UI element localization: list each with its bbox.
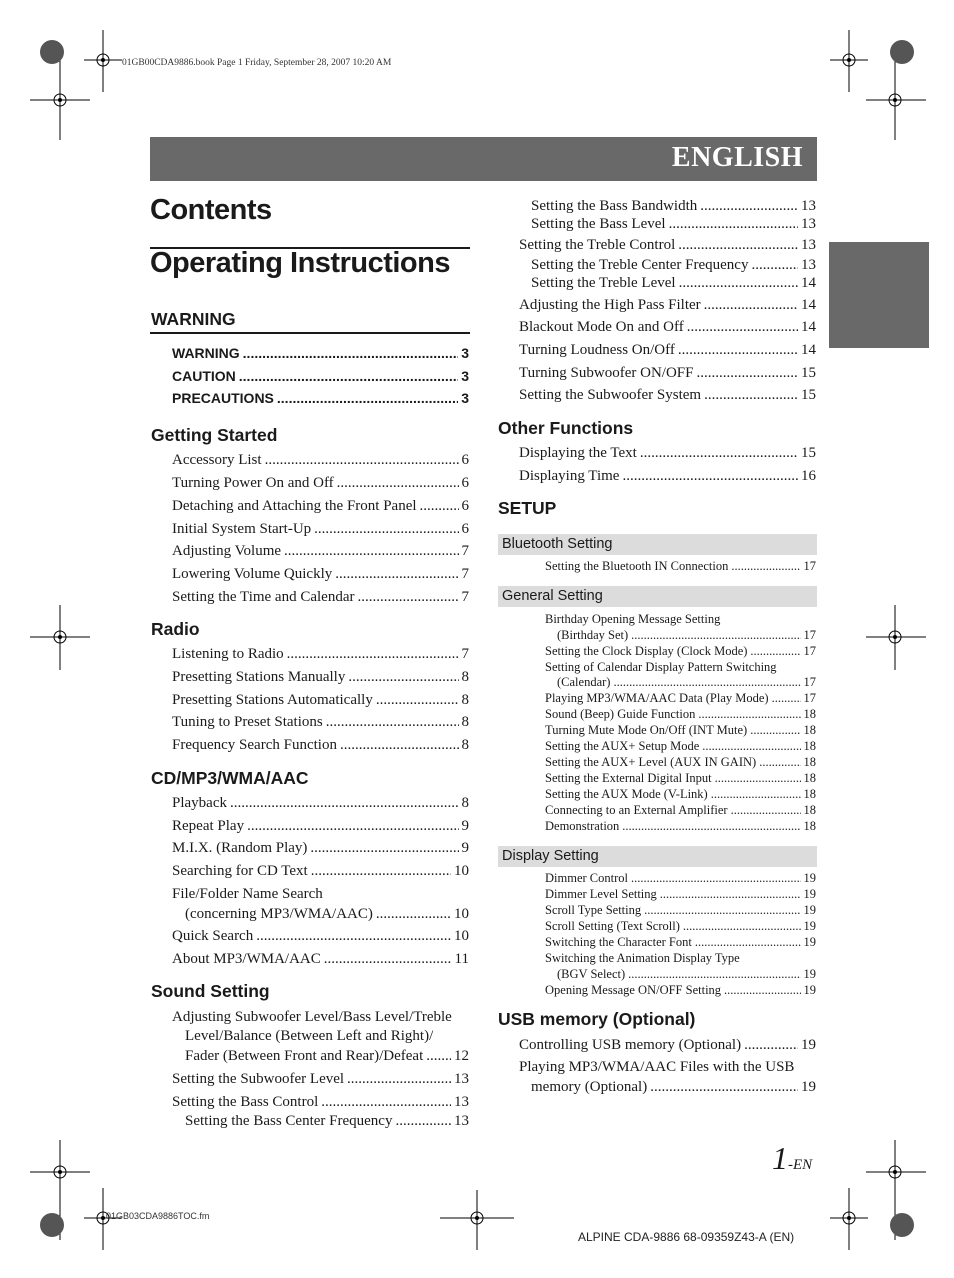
toc-entry[interactable]: Presetting Stations Automatically ..... 8	[172, 692, 469, 709]
toc-entry[interactable]: Listening to Radio ..... 7	[172, 646, 469, 663]
toc-entry[interactable]: Setting the External Digital Input ..... 18	[545, 771, 816, 786]
toc-entry[interactable]: Setting the AUX+ Level (AUX IN GAIN) ..... 18	[545, 755, 816, 770]
toc-entry[interactable]: Setting the Bluetooth IN Connection ..... 17	[545, 559, 816, 574]
toc-entry[interactable]: Setting the Treble Center Frequency ..... 13	[531, 257, 816, 274]
toc-entry[interactable]: Playback ..... 8	[172, 795, 469, 812]
toc-entry[interactable]: CAUTION ..... 3	[172, 368, 469, 384]
toc-entry-line[interactable]: Adjusting Subwoofer Level/Bass Level/Treble	[172, 1009, 452, 1025]
section-heading-setup: SETUP	[498, 498, 557, 518]
toc-entry[interactable]: PRECAUTIONS ..... 3	[172, 390, 469, 406]
toc-entry[interactable]: Setting the Subwoofer System ..... 15	[519, 387, 816, 404]
toc-entry[interactable]: Setting the Bass Control ..... 13	[172, 1094, 469, 1111]
section-heading-getting-started: Getting Started	[151, 425, 278, 445]
side-tab	[829, 242, 929, 348]
language-banner	[150, 137, 817, 181]
toc-entry[interactable]: Playing MP3/WMA/AAC Data (Play Mode) ..... 17	[545, 691, 816, 706]
section-heading-usb: USB memory (Optional)	[498, 1009, 696, 1029]
toc-entry[interactable]: (concerning MP3/WMA/AAC) ..... 10	[185, 906, 469, 923]
toc-entry[interactable]: Lowering Volume Quickly ..... 7	[172, 566, 469, 583]
toc-entry[interactable]: Adjusting the High Pass Filter ..... 14	[519, 297, 816, 314]
toc-entry[interactable]: Scroll Type Setting ..... 19	[545, 903, 816, 918]
toc-entry[interactable]: Presetting Stations Manually ..... 8	[172, 669, 469, 686]
warning-rule	[150, 332, 470, 334]
toc-entry[interactable]: WARNING ..... 3	[172, 345, 469, 361]
toc-entry-line[interactable]: Playing MP3/WMA/AAC Files with the USB	[519, 1059, 795, 1075]
language-label: ENGLISH	[671, 142, 803, 173]
toc-entry[interactable]: Displaying Time ..... 16	[519, 468, 816, 485]
toc-entry[interactable]: Connecting to an External Amplifier ..... 18	[545, 803, 816, 818]
toc-entry-line[interactable]: Switching the Animation Display Type	[545, 951, 740, 965]
print-header: 01GB00CDA9886.book Page 1 Friday, September 28, 2007 10:20 AM	[122, 58, 392, 68]
toc-entry[interactable]: Setting the Time and Calendar ..... 7	[172, 589, 469, 606]
section-heading-warning: WARNING	[151, 309, 236, 329]
toc-entry[interactable]: Detaching and Attaching the Front Panel ..... 6	[172, 498, 469, 515]
toc-entry[interactable]: Blackout Mode On and Off ..... 14	[519, 319, 816, 336]
toc-entry[interactable]: Sound (Beep) Guide Function ..... 18	[545, 707, 816, 722]
page-number-digit: 1	[772, 1140, 788, 1176]
toc-entry[interactable]: Searching for CD Text ..... 10	[172, 863, 469, 880]
toc-entry[interactable]: Scroll Setting (Text Scroll) ..... 19	[545, 919, 816, 934]
page-number-suffix: -EN	[788, 1157, 813, 1173]
toc-entry-line[interactable]: Level/Balance (Between Left and Right)/	[185, 1028, 434, 1044]
toc-entry[interactable]: Turning Power On and Off ..... 6	[172, 475, 469, 492]
toc-entry[interactable]: Repeat Play ..... 9	[172, 818, 469, 835]
toc-entry[interactable]: Setting the Treble Level ..... 14	[531, 275, 816, 292]
toc-entry[interactable]: Initial System Start-Up ..... 6	[172, 521, 469, 538]
toc-entry-line[interactable]: Birthday Opening Message Setting	[545, 612, 721, 626]
toc-entry[interactable]: memory (Optional) ..... 19	[531, 1079, 816, 1096]
toc-entry[interactable]: Setting the Bass Bandwidth ..... 13	[531, 198, 816, 215]
page-number	[772, 1140, 812, 1177]
toc-entry[interactable]: Tuning to Preset Stations ..... 8	[172, 714, 469, 731]
toc-entry[interactable]: Setting the AUX Mode (V-Link) ..... 18	[545, 787, 816, 802]
section-heading-radio: Radio	[151, 619, 200, 639]
toc-entry-line[interactable]: File/Folder Name Search	[172, 886, 323, 902]
footer-filename: 01GB03CDA9886TOC.fm	[106, 1211, 210, 1221]
toc-entry[interactable]: Fader (Between Front and Rear)/Defeat ..... 12	[185, 1048, 469, 1065]
subsection-bluetooth: Bluetooth Setting	[498, 534, 817, 555]
toc-entry[interactable]: Quick Search ..... 10	[172, 928, 469, 945]
toc-entry[interactable]: (Calendar) ..... 17	[557, 675, 816, 690]
toc-entry[interactable]: Adjusting Volume ..... 7	[172, 543, 469, 560]
operating-instructions-title: Operating Instructions	[150, 247, 450, 279]
toc-entry[interactable]: Setting the Clock Display (Clock Mode) ..... 17	[545, 644, 816, 659]
toc-entry[interactable]: Turning Subwoofer ON/OFF ..... 15	[519, 365, 816, 382]
toc-entry[interactable]: Turning Mute Mode On/Off (INT Mute) ..... 18	[545, 723, 816, 738]
subsection-display: Display Setting	[498, 846, 817, 867]
toc-entry-line[interactable]: Setting of Calendar Display Pattern Switching	[545, 660, 777, 674]
toc-entry[interactable]: Dimmer Level Setting ..... 19	[545, 887, 816, 902]
toc-entry[interactable]: (Birthday Set) ..... 17	[557, 628, 816, 643]
toc-entry[interactable]: M.I.X. (Random Play) ..... 9	[172, 840, 469, 857]
toc-entry[interactable]: Accessory List ..... 6	[172, 452, 469, 469]
toc-entry[interactable]: Switching the Character Font ..... 19	[545, 935, 816, 950]
toc-entry[interactable]: Demonstration ..... 18	[545, 819, 816, 834]
toc-entry[interactable]: Turning Loudness On/Off ..... 14	[519, 342, 816, 359]
contents-title: Contents	[150, 194, 272, 226]
section-heading-other: Other Functions	[498, 418, 634, 438]
toc-entry[interactable]: Setting the Subwoofer Level ..... 13	[172, 1071, 469, 1088]
toc-entry[interactable]: Opening Message ON/OFF Setting ..... 19	[545, 983, 816, 998]
toc-entry[interactable]: Dimmer Control ..... 19	[545, 871, 816, 886]
section-heading-cd: CD/MP3/WMA/AAC	[151, 768, 309, 788]
toc-entry[interactable]: Frequency Search Function ..... 8	[172, 737, 469, 754]
toc-entry[interactable]: Setting the Bass Level ..... 13	[531, 216, 816, 233]
subsection-general: General Setting	[498, 586, 817, 607]
section-heading-sound: Sound Setting	[151, 981, 270, 1001]
toc-entry[interactable]: Displaying the Text ..... 15	[519, 445, 816, 462]
toc-entry[interactable]: Controlling USB memory (Optional) ..... 19	[519, 1037, 816, 1054]
toc-entry[interactable]: (BGV Select) ..... 19	[557, 967, 816, 982]
footer-model: ALPINE CDA-9886 68-09359Z43-A (EN)	[578, 1230, 795, 1244]
toc-entry[interactable]: Setting the AUX+ Setup Mode ..... 18	[545, 739, 816, 754]
toc-entry[interactable]: Setting the Bass Center Frequency ..... 13	[185, 1113, 469, 1130]
toc-entry[interactable]: About MP3/WMA/AAC ..... 11	[172, 951, 469, 968]
toc-entry[interactable]: Setting the Treble Control ..... 13	[519, 237, 816, 254]
